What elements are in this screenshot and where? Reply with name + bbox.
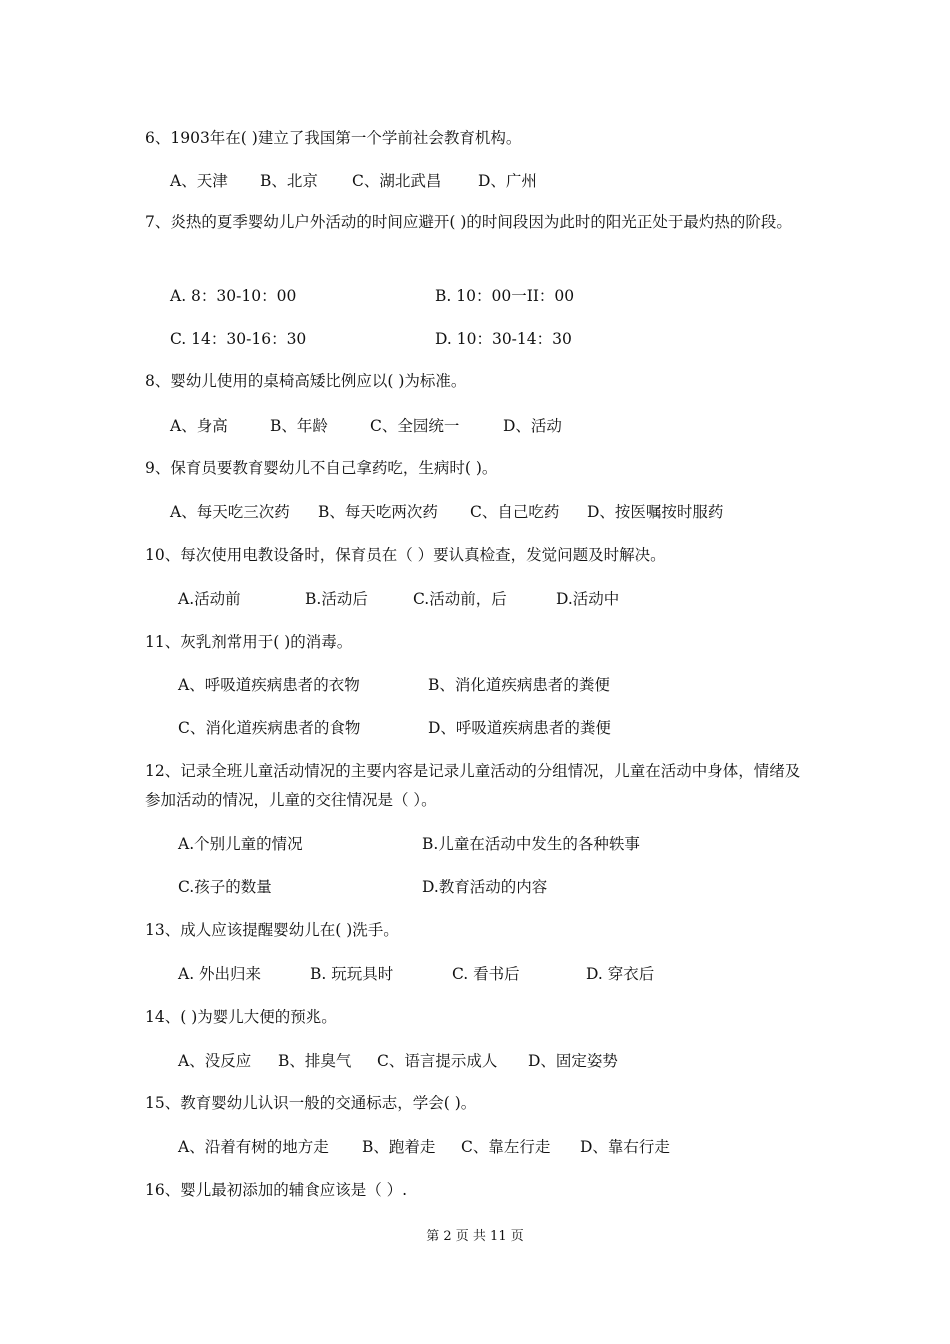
- option-c: C.活动前，后: [413, 590, 507, 608]
- option-a: A、呼吸道疾病患者的衣物: [178, 676, 360, 694]
- option-b: B、北京: [260, 172, 318, 190]
- option-a: A、身高: [170, 417, 228, 435]
- question-10: 10、每次使用电教设备时，保育员在（ ）要认真检查，发觉问题及时解决。: [145, 546, 666, 564]
- question-9: 9、保育员要教育婴幼儿不自己拿药吃，生病时( )。: [145, 459, 498, 477]
- options-row: [0, 1050, 950, 1072]
- option-a: A、没反应: [178, 1052, 252, 1070]
- options-row: [0, 588, 950, 610]
- option-c: C、湖北武昌: [352, 172, 442, 190]
- option-d: D、活动: [503, 417, 562, 435]
- option-d: D. 10：30-14：30: [435, 330, 572, 348]
- options-row: [0, 415, 950, 437]
- question-15: 15、教育婴幼儿认识一般的交通标志，学会( )。: [145, 1094, 477, 1112]
- option-b: B、每天吃两次药: [318, 503, 438, 521]
- option-c: C、消化道疾病患者的食物: [178, 719, 361, 737]
- option-c: C、自己吃药: [470, 503, 560, 521]
- options-row: [0, 1136, 950, 1158]
- options-row: [0, 717, 950, 739]
- question-8: 8、婴幼儿使用的桌椅高矮比例应以( )为标准。: [145, 372, 467, 390]
- option-d: D. 穿衣后: [586, 965, 655, 983]
- option-c: C、语言提示成人: [377, 1052, 498, 1070]
- option-d: D.教育活动的内容: [422, 878, 548, 896]
- question-12: 12、记录全班儿童活动情况的主要内容是记录儿童活动的分组情况，儿童在活动中身体，情绪及参加活动的情况，儿童的交往情况是（ ）。: [145, 762, 801, 809]
- question-11: 11、灰乳剂常用于( )的消毒。: [145, 633, 353, 651]
- option-c: C.孩子的数量: [178, 878, 272, 896]
- option-a: A.活动前: [178, 590, 241, 608]
- option-b: B、年龄: [270, 417, 328, 435]
- option-a: A. 外出归来: [178, 965, 262, 983]
- options-row: [0, 328, 950, 350]
- option-a: A、天津: [170, 172, 228, 190]
- options-row: [0, 833, 950, 855]
- option-d: D、呼吸道疾病患者的粪便: [428, 719, 611, 737]
- option-d: D、广州: [478, 172, 537, 190]
- options-row: [0, 876, 950, 898]
- options-row: [0, 501, 950, 523]
- option-c: C. 看书后: [452, 965, 520, 983]
- option-b: B、跑着走: [362, 1138, 436, 1156]
- option-a: A、沿着有树的地方走: [178, 1138, 329, 1156]
- option-d: D、固定姿势: [528, 1052, 618, 1070]
- options-row: [0, 674, 950, 696]
- option-a: A. 8：30-10：00: [170, 287, 297, 305]
- option-b: B、消化道疾病患者的粪便: [428, 676, 610, 694]
- question-7: 7、炎热的夏季婴幼儿户外活动的时间应避开( )的时间段因为此时的阳光正处于最灼热的阶段。: [145, 213, 792, 231]
- question-14: 14、( )为婴儿大便的预兆。: [145, 1008, 337, 1026]
- option-a: A.个别儿童的情况: [178, 835, 303, 853]
- option-c: C. 14：30-16：30: [170, 330, 307, 348]
- options-row: [0, 170, 950, 192]
- options-row: [0, 963, 950, 985]
- option-b: B、排臭气: [278, 1052, 352, 1070]
- option-b: B.儿童在活动中发生的各种轶事: [422, 835, 640, 853]
- question-16: 16、婴儿最初添加的辅食应该是（ ）.: [145, 1181, 408, 1199]
- option-d: D、靠右行走: [580, 1138, 670, 1156]
- option-c: C、全园统一: [370, 417, 460, 435]
- option-b: B. 10：00一II：00: [435, 287, 575, 305]
- option-c: C、靠左行走: [461, 1138, 551, 1156]
- question-13: 13、成人应该提醒婴幼儿在( )洗手。: [145, 921, 399, 939]
- page-footer: 第 2 页 共 11 页: [426, 1229, 524, 1244]
- options-row: [0, 285, 950, 307]
- option-a: A、每天吃三次药: [170, 503, 290, 521]
- option-d: D、按医嘱按时服药: [587, 503, 724, 521]
- option-d: D.活动中: [556, 590, 620, 608]
- option-b: B. 玩玩具时: [310, 965, 394, 983]
- option-b: B.活动后: [305, 590, 368, 608]
- question-6: 6、1903年在( )建立了我国第一个学前社会教育机构。: [145, 129, 522, 147]
